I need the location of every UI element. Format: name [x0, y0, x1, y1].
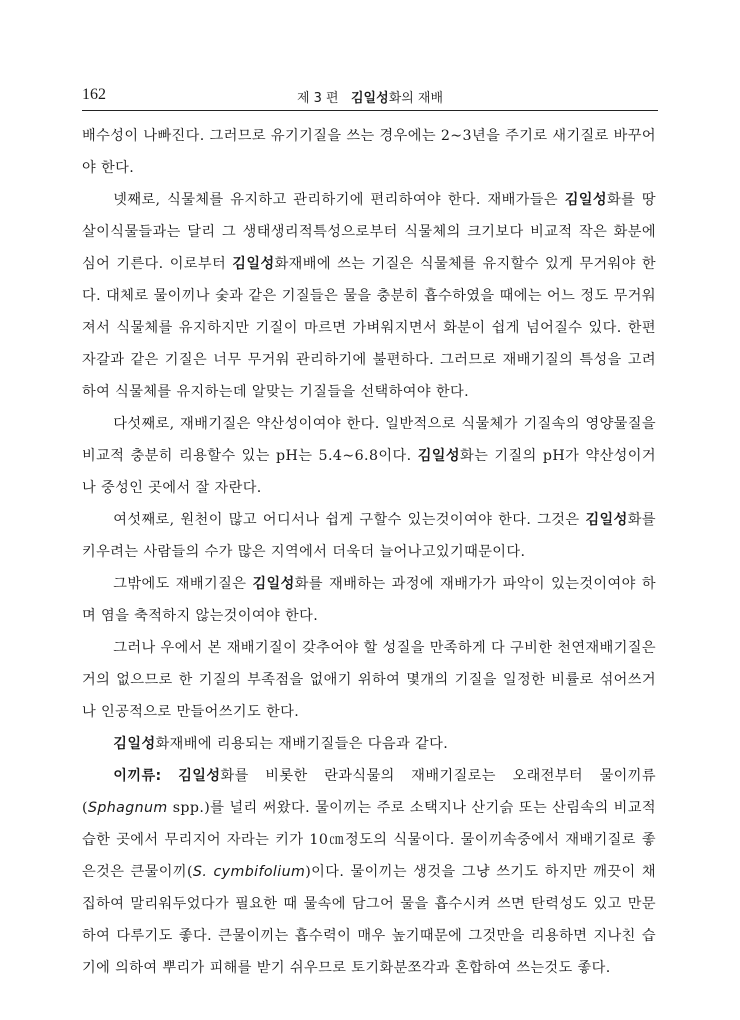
page-number: 162 — [82, 86, 106, 103]
running-head — [82, 87, 658, 106]
paragraph — [82, 760, 656, 984]
text-run: )이다. 물이끼는 생것을 그냥 쓰기도 하지만 깨끗이 채집하여 말리워두었다가 필요한 때 물속에 담그어 물을 흡수시켜 쓰면 탄력성도 있고 만문하여 다루기도 좋다. 큰물이끼는 흡수력이 매우 높기때문에 그것만을 리용하면 지나친 습기에 의하여 뿌리가 피해를 받기 쉬우므로 토기화분쪼각과 혼합하여 쓰는것도 좋다. — [82, 864, 656, 976]
keyword: 김일성 — [113, 736, 156, 752]
text-run: 화재배에 리용되는 재배기질들은 다음과 같다. — [155, 736, 449, 752]
running-head-rest: 화의 재배 — [388, 91, 444, 106]
text-run: 여섯째로, 원천이 많고 어디서나 쉽게 구할수 있는것이여야 한다. 그것은 — [113, 512, 586, 528]
part-label: 제 3 편 — [296, 91, 339, 106]
text-run: 화를 재배하는 과정에 재배가가 파악이 있는것이여야 하며 염을 축적하지 않는것이여야 한다. — [82, 576, 656, 624]
section-term: 이끼류: — [113, 768, 162, 784]
paragraph: 배수성이 나빠진다. 그러므로 유기기질을 쓰는 경우에는 2∼3년을 주기로 새기질로 바꾸어야 한다. — [82, 128, 656, 176]
running-head-bold: 김일성 — [351, 91, 389, 106]
text-run: 화를 비롯한 란과식물의 재배기질로는 오래전부터 물이끼류( — [82, 768, 656, 816]
latin-name: S. cymbifolium — [192, 864, 306, 880]
paragraph — [82, 728, 656, 760]
paragraph — [82, 408, 656, 504]
keyword: 김일성 — [232, 256, 275, 272]
body-text — [82, 120, 656, 984]
text-run: 그밖에도 재배기질은 — [113, 576, 253, 592]
text-run: 다섯째로, 재배기질은 약산성이여야 한다. 일반적으로 식물체가 기질속의 영양물질을 비교적 충분히 리용할수 있는 pH는 5.4∼6.8이다. — [82, 416, 656, 464]
page-header — [82, 84, 658, 111]
paragraph: 그러나 우에서 본 재배기질이 갖추어야 할 성질을 만족하게 다 구비한 천연재배기질은 거의 없으므로 한 기질의 부족점을 없애기 위하여 몇개의 기질을 일정한 비률로 섞어쓰거나 인공적으로 만들어쓰기도 한다. — [82, 640, 657, 720]
keyword: 김일성 — [252, 576, 295, 592]
paragraph — [82, 568, 656, 632]
keyword: 김일성 — [178, 768, 221, 784]
text-run: 화를 키우려는 사람들의 수가 많은 지역에서 더욱더 늘어나고있기때문이다. — [82, 512, 656, 560]
text-run: 넷째로, 식물체를 유지하고 관리하기에 편리하여야 한다. 재배가들은 — [113, 192, 565, 208]
text-run: 화를 땅살이식물들과는 달리 그 생태생리적특성으로부터 식물체의 크기보다 비교적 작은 화분에 심어 기른다. 이로부터 — [82, 192, 656, 272]
text-run: 화재배에 쓰는 기질은 식물체를 유지할수 있게 무거워야 한다. 대체로 물이끼나 숯과 같은 기질들은 물을 충분히 흡수하였을 때에는 어느 정도 무거워져서 식물체를 유지하지만 기질이 마르면 가벼워지면서 화분이 쉽게 넘어질수 있다. 한편 자갈과 같은 기질은 너무 무거워 관리하기에 불편하다. 그러므로 재배기질의 특성을 고려하여 식물체를 유지하는데 알맞는 기질들을 선택하여야 한다. — [82, 256, 656, 400]
keyword: 김일성 — [417, 448, 461, 464]
text-run: 화는 기질의 pH가 약산성이거나 중성인 곳에서 잘 자란다. — [82, 448, 656, 496]
keyword: 김일성 — [585, 512, 628, 528]
paragraph — [82, 504, 656, 568]
text-run: spp.)를 널리 써왔다. 물이끼는 주로 소택지나 산기슭 또는 산림속의 비교적 습한 곳에서 무리지어 자라는 키가 10㎝정도의 식물이다. 물이끼속중에서 재배기질로 좋은것은 큰물이끼( — [82, 800, 656, 880]
latin-name: Sphagnum — [87, 800, 168, 816]
paragraph — [82, 184, 656, 408]
keyword: 김일성 — [564, 192, 608, 208]
text-run — [162, 768, 179, 784]
